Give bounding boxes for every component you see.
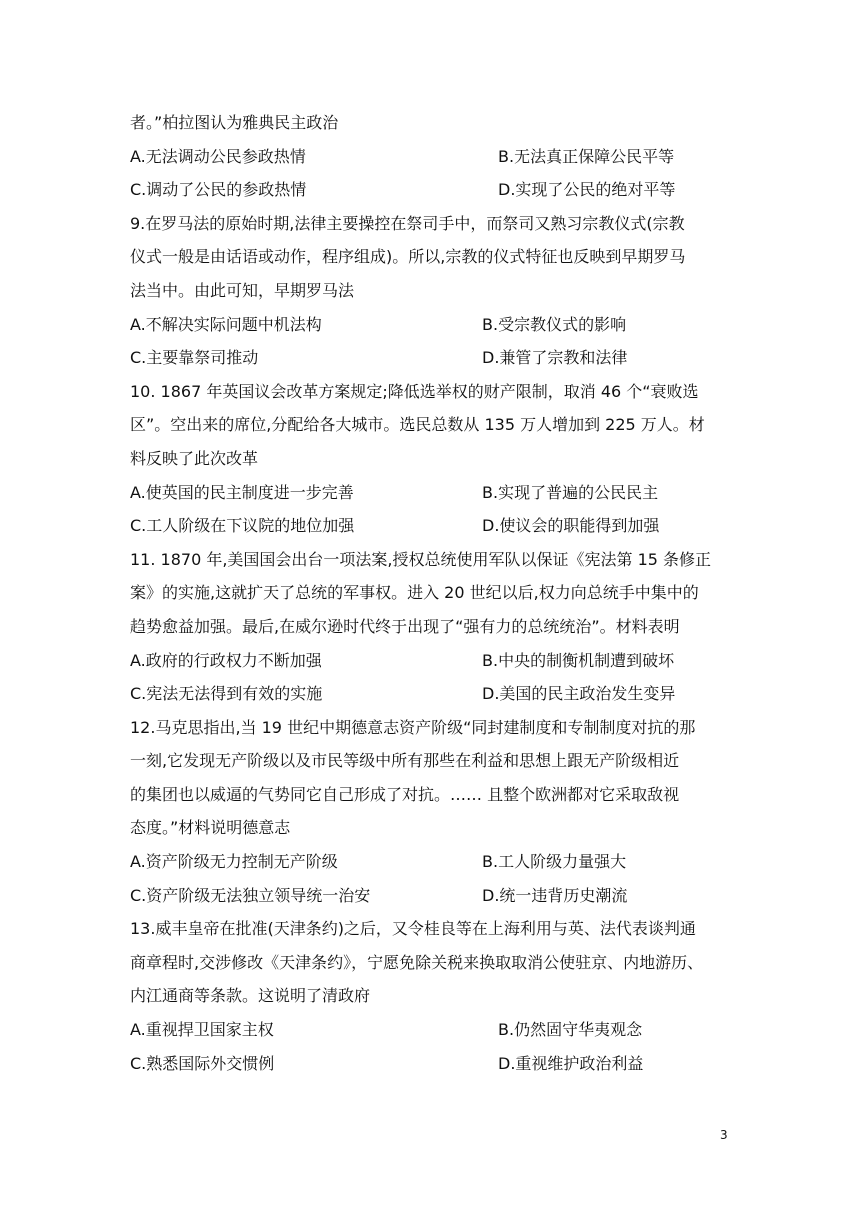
- option-a: A.无法调动公民参政热情: [130, 146, 306, 166]
- option-a: A.重视捍卫国家主权: [130, 1020, 274, 1040]
- option-c: C.宪法无法得到有效的实施: [130, 684, 323, 704]
- question-stem-line: 区”。空出来的席位,分配给各大城市。选民总数从 135 万人增加到 225 万人。材: [130, 415, 705, 435]
- option-row: [130, 644, 730, 678]
- option-row: [130, 1013, 730, 1047]
- option-a: A.不解决实际问题中机法构: [130, 314, 322, 334]
- option-row: [130, 341, 730, 375]
- question-stem-line: 内江通商等条款。这说明了清政府: [130, 986, 371, 1006]
- question-9: [130, 207, 730, 375]
- question-10: [130, 375, 730, 543]
- option-b: B.无法真正保障公民平等: [498, 146, 675, 166]
- exam-page: [130, 106, 730, 1080]
- option-row: [130, 140, 730, 174]
- question-stem-line: 态度。”材料说明德意志: [130, 818, 291, 838]
- intro-options: [130, 140, 730, 207]
- option-a: A.政府的行政权力不断加强: [130, 650, 322, 670]
- question-stem-line: 趋势愈益加强。最后,在威尔逊时代终于出现了“强有力的总统统治”。材料表明: [130, 616, 680, 636]
- option-d: D.实现了公民的绝对平等: [498, 180, 676, 200]
- question-stem-line: 9.在罗马法的原始时期,法律主要操控在祭司手中，而祭司又熟习宗教仪式(宗教: [130, 213, 685, 233]
- question-stem-line: 法当中。由此可知，早期罗马法: [130, 280, 355, 300]
- option-a: A.使英国的民主制度进一步完善: [130, 482, 354, 502]
- option-b: B.仍然固守华夷观念: [498, 1020, 643, 1040]
- option-c: C.调动了公民的参政热情: [130, 180, 307, 200]
- option-b: B.受宗教仪式的影响: [482, 314, 627, 334]
- question-stem-line: 的集团也以威逼的气势同它自己形成了对抗。…… 且整个欧洲都对它采取敌视: [130, 784, 680, 804]
- question-stem-line: 一刻,它发现无产阶级以及市民等级中所有那些在利益和思想上跟无产阶级相近: [130, 751, 680, 771]
- question-11: [130, 543, 730, 711]
- question-stem-line: 13.威丰皇帝在批准(天津条约)之后，又令桂良等在上海利用与英、法代表谈判通: [130, 919, 696, 939]
- option-c: C.主要靠祭司推动: [130, 348, 259, 368]
- question-stem-line: 仪式一般是由话语或动作，程序组成)。所以,宗教的仪式特征也反映到早期罗马: [130, 247, 686, 267]
- question-stem-line: 10. 1867 年英国议会改革方案规定;降低选举权的财产限制，取消 46 个“衰败选: [130, 381, 699, 401]
- option-d: D.兼管了宗教和法律: [482, 348, 628, 368]
- option-row: [130, 845, 730, 879]
- option-d: D.使议会的职能得到加强: [482, 516, 660, 536]
- question-stem-line: 12.马克思指出,当 19 世纪中期德意志资产阶级“同封建制度和专制制度对抗的那: [130, 717, 696, 737]
- option-d: D.美国的民主政治发生变异: [482, 684, 676, 704]
- intro-stem-line: 者。”柏拉图认为雅典民主政治: [130, 113, 339, 132]
- option-row: [130, 476, 730, 510]
- option-d: D.重视维护政治利益: [498, 1053, 644, 1073]
- option-row: [130, 677, 730, 711]
- option-row: [130, 509, 730, 543]
- option-d: D.统一违背历史潮流: [482, 885, 628, 905]
- question-stem-line: 案》的实施,这就扩天了总统的军事权。进入 20 世纪以后,权力向总统手中集中的: [130, 583, 699, 603]
- page-number: 3: [720, 1128, 728, 1142]
- question-13: [130, 912, 730, 1080]
- option-row: [130, 308, 730, 342]
- question-stem-line: 商章程时,交涉修改《天津条约》，宁愿免除关税来换取取消公使驻京、内地游历、: [130, 952, 704, 972]
- option-a: A.资产阶级无力控制无产阶级: [130, 852, 338, 872]
- option-row: [130, 879, 730, 913]
- option-b: B.中央的制衡机制遭到破坏: [482, 650, 675, 670]
- option-b: B.实现了普遍的公民民主: [482, 482, 659, 502]
- option-c: C.熟悉国际外交惯例: [130, 1053, 275, 1073]
- option-c: C.资产阶级无法独立领导统一治安: [130, 885, 371, 905]
- option-row: [130, 1047, 730, 1081]
- question-stem-line: 11. 1870 年,美国国会出台一项法案,授权总统使用军队以保证《宪法第 15 条修正: [130, 549, 712, 569]
- question-12: [130, 711, 730, 913]
- option-c: C.工人阶级在下议院的地位加强: [130, 516, 355, 536]
- question-stem-line: 料反映了此次改革: [130, 448, 259, 468]
- option-row: [130, 173, 730, 207]
- option-b: B.工人阶级力量强大: [482, 852, 627, 872]
